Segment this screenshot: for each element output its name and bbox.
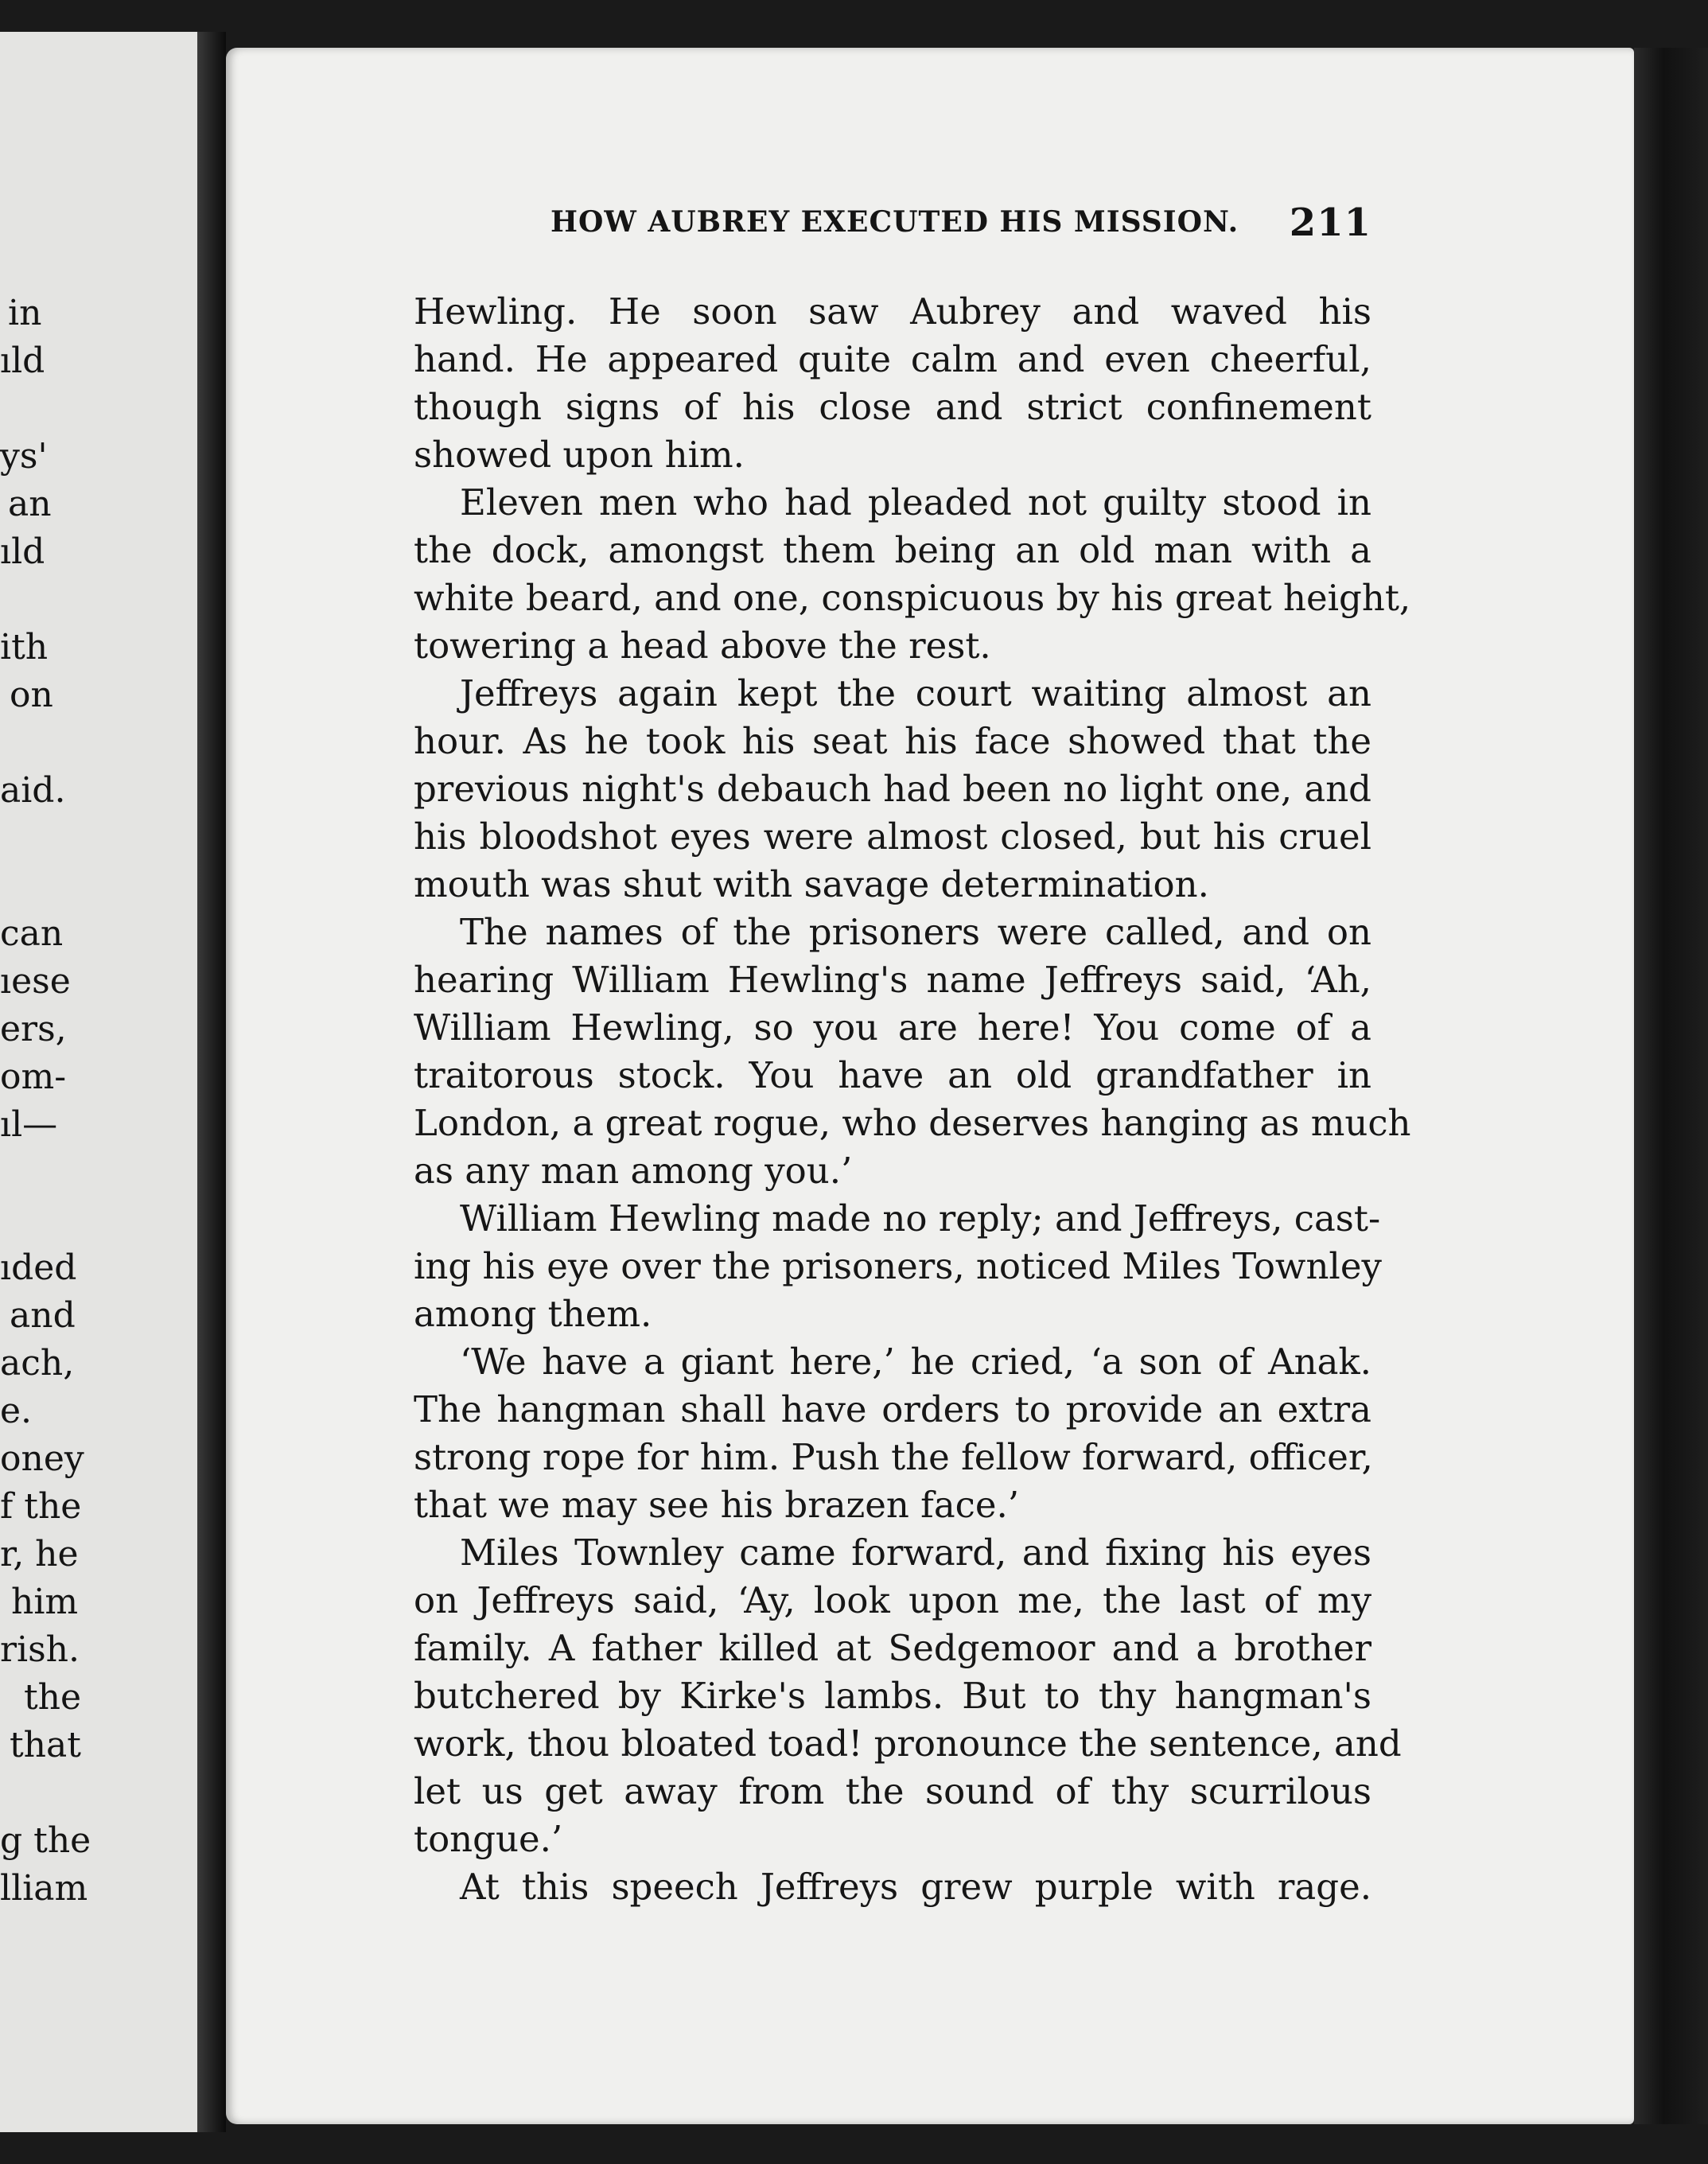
text-line: let us get away from the sound of thy scurrilous <box>414 1770 1371 1812</box>
text-line: London, a great rogue, who deserves hanging as much <box>414 1102 1411 1144</box>
left-page-fragment: ıl— <box>0 1104 58 1145</box>
text-line: ‘We have a giant here,’ he cried, ‘a son of Anak. <box>460 1341 1371 1383</box>
text-line: hearing William Hewling's name Jeffreys said, ‘Ah, <box>414 959 1371 1001</box>
text-line: that we may see his brazen face.’ <box>414 1484 1020 1526</box>
left-page-fragment: the <box>24 1677 82 1718</box>
left-page-fragment: e. <box>0 1391 33 1431</box>
text-line: butchered by Kirke's lambs. But to thy hangman's <box>414 1675 1371 1717</box>
left-page-fragment: rish. <box>0 1629 80 1670</box>
left-page-fragment: g the <box>0 1820 91 1861</box>
left-page-fragment: om- <box>0 1057 67 1097</box>
text-line: the dock, amongst them being an old man with a <box>414 529 1371 571</box>
book-gutter <box>197 32 226 2132</box>
left-page-fragment: can <box>0 913 64 954</box>
text-line: Jeffreys again kept the court waiting almost an <box>460 672 1371 714</box>
left-page-fragment: ıded <box>0 1247 77 1288</box>
text-line: as any man among you.’ <box>414 1150 853 1192</box>
running-header <box>551 200 1371 247</box>
left-page-fragment: ers, <box>0 1009 67 1049</box>
text-line: hand. He appeared quite calm and even cheerful, <box>414 338 1371 380</box>
left-page-fragment: ıld <box>0 341 45 381</box>
left-page-fragment: ıld <box>0 531 45 572</box>
left-page-fragment: f the <box>0 1486 82 1527</box>
left-page-fragment: that <box>10 1725 81 1765</box>
left-page-fragment: in <box>8 293 42 333</box>
left-page-fragment: oney <box>0 1438 84 1479</box>
left-page-fragment: an <box>8 484 52 524</box>
text-line: strong rope for him. Push the fellow forward, officer, <box>414 1436 1373 1478</box>
left-page-fragment: ach, <box>0 1343 75 1384</box>
running-title: HOW AUBREY EXECUTED HIS MISSION. <box>551 205 1239 239</box>
text-line: William Hewling, so you are here! You come of a <box>414 1006 1371 1049</box>
text-line: tongue.’ <box>414 1818 563 1860</box>
text-line: family. A father killed at Sedgemoor and a brother <box>414 1627 1371 1669</box>
left-page-fragment: on <box>10 675 53 715</box>
text-line: At this speech Jeffreys grew purple with rage. <box>460 1866 1371 1908</box>
text-line: Hewling. He soon saw Aubrey and waved his <box>414 290 1371 333</box>
left-page <box>0 32 213 2132</box>
text-line: Miles Townley came forward, and fixing his eyes <box>460 1532 1371 1574</box>
text-line: white beard, and one, conspicuous by his great height, <box>414 577 1411 619</box>
left-page-fragment: aid. <box>0 770 66 811</box>
page-number: 211 <box>1289 200 1371 245</box>
text-line: The names of the prisoners were called, and on <box>460 911 1371 953</box>
text-line: traitorous stock. You have an old grandfather in <box>414 1054 1371 1096</box>
text-line: work, thou bloated toad! pronounce the sentence, and <box>414 1722 1402 1765</box>
text-line: ing his eye over the prisoners, noticed Miles Townley <box>414 1245 1382 1287</box>
text-line: though signs of his close and strict confinement <box>414 386 1371 428</box>
text-line: previous night's debauch had been no light one, and <box>414 768 1371 810</box>
text-line: Eleven men who had pleaded not guilty stood in <box>460 481 1371 523</box>
left-page-fragment: ith <box>0 627 49 667</box>
text-line: mouth was shut with savage determination. <box>414 863 1209 905</box>
text-line: his bloodshot eyes were almost closed, but his cruel <box>414 815 1371 858</box>
left-page-fragment: and <box>10 1295 76 1336</box>
book-edge <box>1634 48 1708 2124</box>
left-page-fragment: ys' <box>0 436 48 477</box>
text-line: among them. <box>414 1293 652 1335</box>
left-page-fragment: ıese <box>0 961 71 1002</box>
text-line: William Hewling made no reply; and Jeffreys, cast- <box>460 1197 1381 1240</box>
text-line: on Jeffreys said, ‘Ay, look upon me, the last of my <box>414 1579 1371 1621</box>
text-line: towering a head above the rest. <box>414 625 991 667</box>
left-page-fragment: lliam <box>0 1868 88 1909</box>
left-page-fragment: r, he <box>0 1534 79 1574</box>
text-line: showed upon him. <box>414 434 745 476</box>
text-line: hour. As he took his seat his face showed that the <box>414 720 1371 762</box>
body-text <box>414 288 1411 1911</box>
text-line: The hangman shall have orders to provide an extra <box>414 1388 1371 1430</box>
left-page-fragment: him <box>11 1582 79 1622</box>
